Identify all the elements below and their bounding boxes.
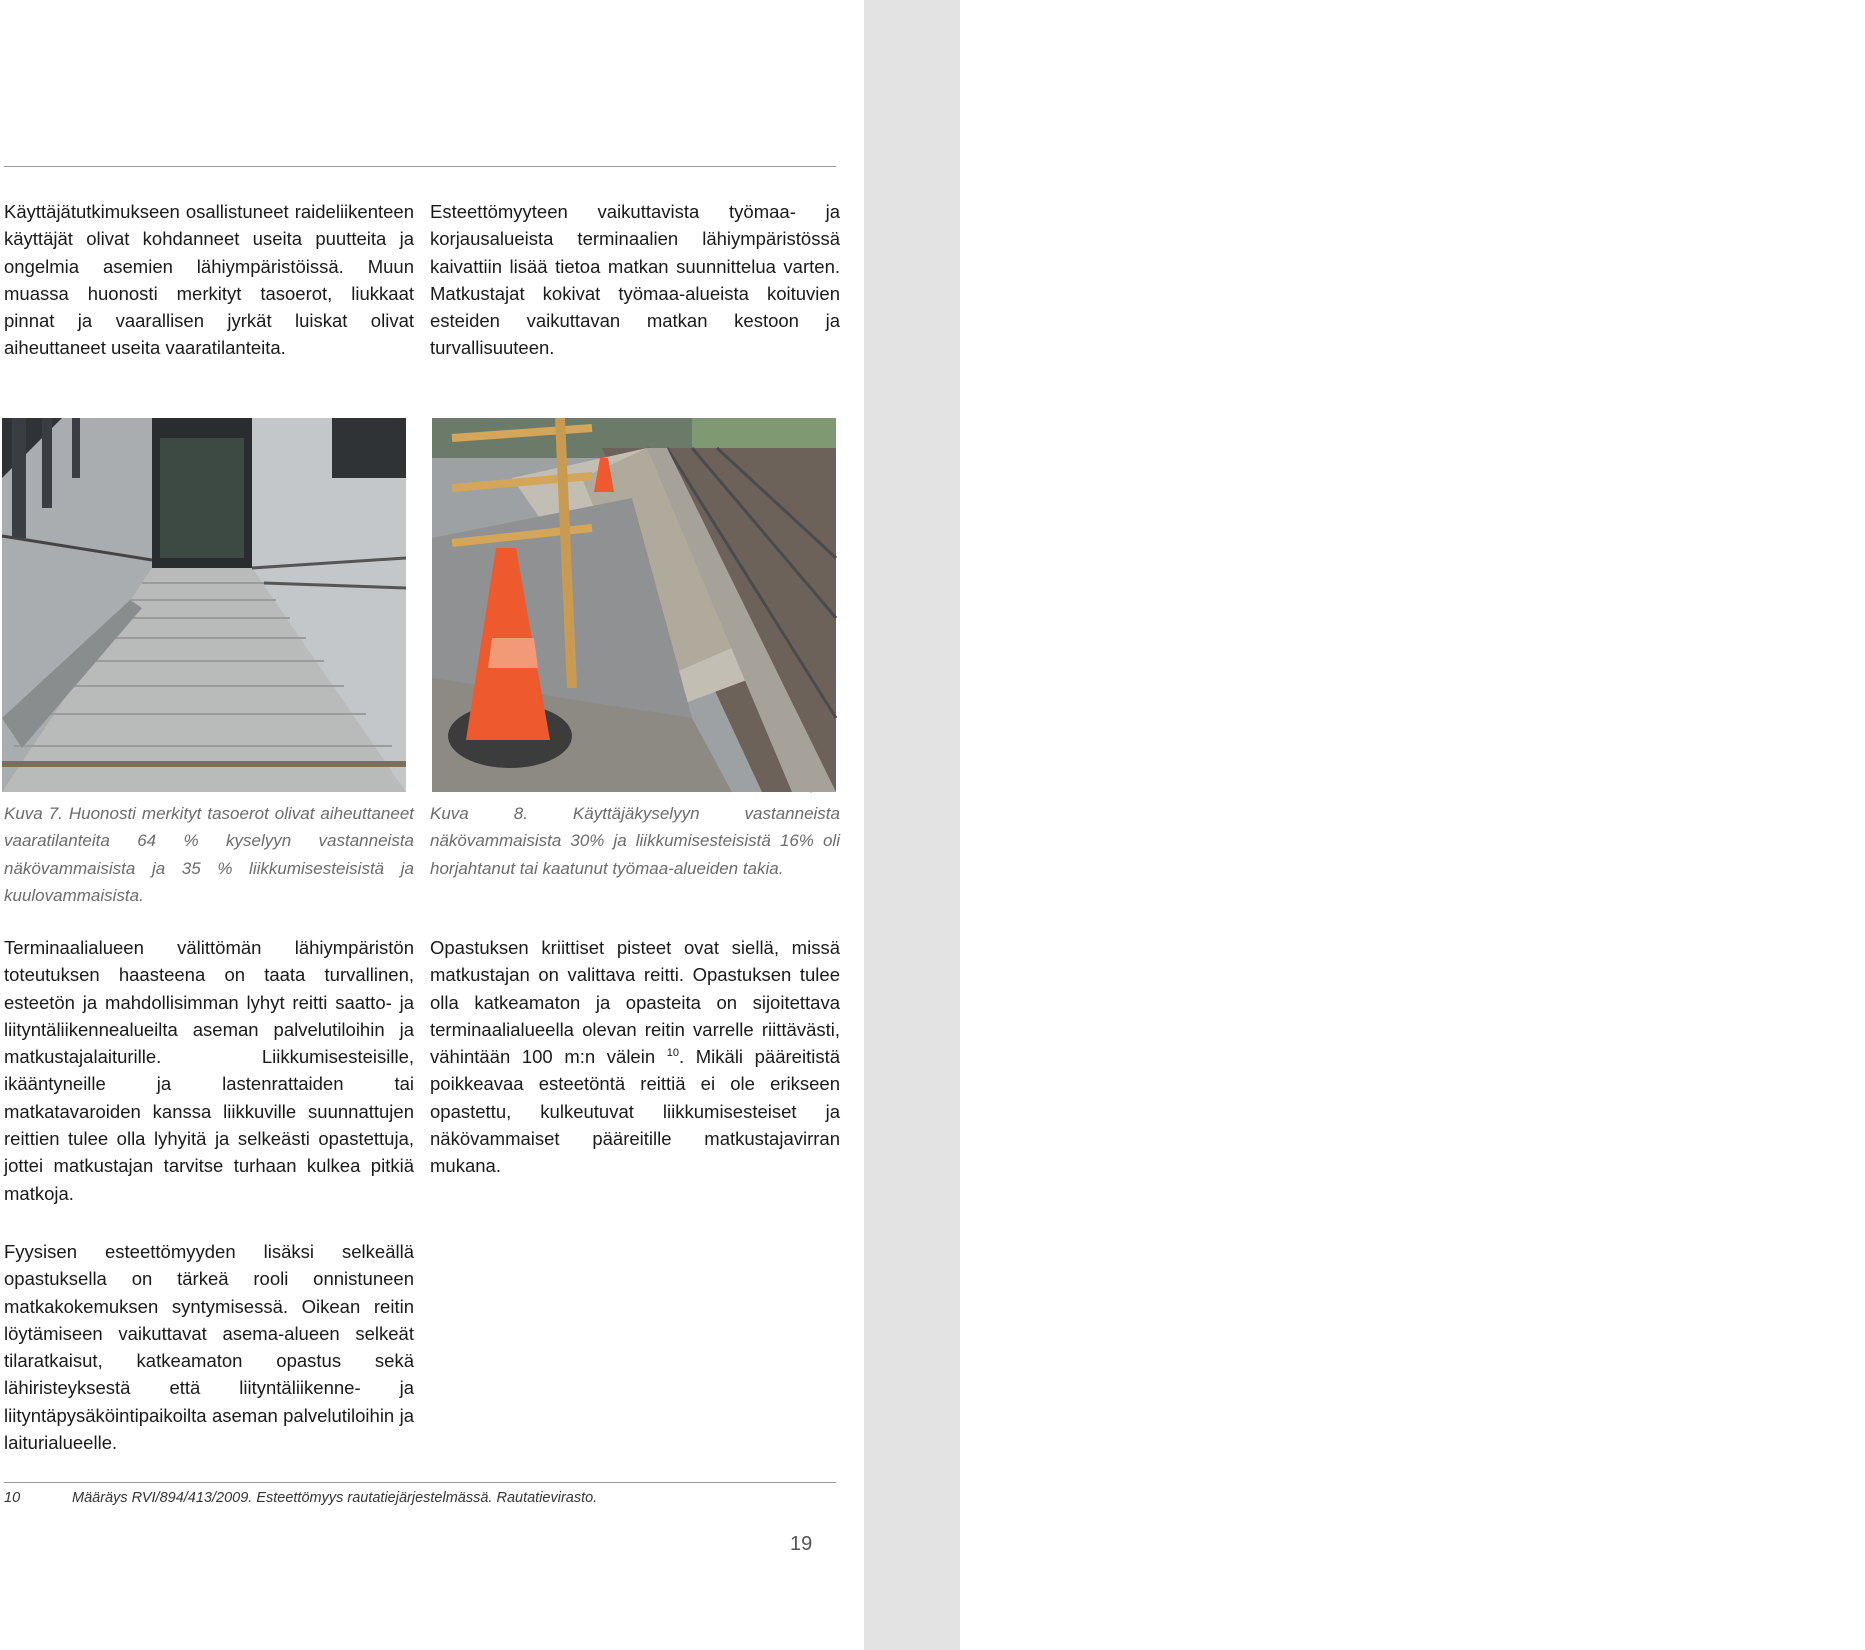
left-body-1	[4, 934, 414, 1207]
caption-kuva-8: Kuva 8. Käyttäjäkyselyyn vastanneista näkövammaisista 30% ja liikkumisesteisistä 16% oli horjahtanut tai kaatunut työmaa-alueiden takia.	[430, 804, 840, 878]
page-number: 19	[790, 1533, 813, 1555]
construction-photo-illustration	[432, 418, 836, 792]
section-title: LÄHIYMPÄRISTÖ	[1771, 278, 1865, 1312]
right-caption	[430, 800, 840, 882]
right-paragraph-2	[430, 934, 840, 1180]
top-divider	[4, 166, 836, 167]
left-intro-paragraph: Käyttäjätutkimukseen osallistuneet raideliikenteen käyttäjät olivat kohdanneet useita puutteita ja ongelmia asemien lähiympäristöissä. Muun muassa huonosti merkityt tasoerot, liukkaat pinnat ja vaarallisen jyrkät luiskat olivat aiheuttaneet useita vaaratilanteita.	[4, 201, 414, 359]
footnote-divider	[4, 1482, 836, 1483]
left-body-2	[4, 1238, 414, 1456]
footnote-reference[interactable]: 10	[666, 1047, 679, 1060]
left-intro	[4, 198, 414, 362]
right-paragraph-2-text: Opastuksen kriittiset pisteet ovat siellä, missä matkustajan on valittava reitti. Opastuksen tulee olla katkeamaton ja opasteita on sijoitettava terminaalialueella olevan reitin varrelle riittävästi, vähintään 100 m:n välein	[430, 937, 840, 1068]
footnote	[4, 1490, 834, 1506]
right-paragraph-2-tail: . Mikäli pääreitistä poikkeavaa esteetöntä reittiä ei ole erikseen opastettu, kulkeutuvat liikkumisesteiset ja näkövammaiset pääreitille matkustajavirran mukana.	[430, 1046, 841, 1177]
right-body-1	[430, 934, 840, 1180]
left-caption	[4, 800, 414, 909]
section-sidebar	[864, 0, 1865, 1650]
photo-stairs	[2, 418, 406, 792]
caption-kuva-7: Kuva 7. Huonosti merkityt tasoerot olivat aiheuttaneet vaaratilanteita 64 % kyselyyn vastanneista näkövammaisista ja 35 % liikkumisesteisistä ja kuulovammaisista.	[4, 804, 414, 905]
footnote-number: 10	[4, 1490, 21, 1506]
photo-construction	[432, 418, 836, 792]
right-intro-paragraph: Esteettömyyteen vaikuttavista työmaa- ja korjausalueista terminaalien lähiympäristössä kaivattiin lisää tietoa matkan suunnittelua varten. Matkustajat kokivat työmaa-alueista koituvien esteiden vaikuttavan matkan kestoon ja turvallisuuteen.	[430, 201, 840, 359]
left-paragraph-3: Fyysisen esteettömyyden lisäksi selkeällä opastuksella on tärkeä rooli onnistuneen matkakokemuksen syntymisessä. Oikean reitin löytämiseen vaikuttavat asema-alueen selkeät tilaratkaisut, katkeamaton opastus sekä lähiristeyksestä että liityntäliikenne- ja liityntäpysäköintipaikoilta aseman palvelutiloihin ja laiturialueelle.	[4, 1241, 414, 1454]
right-intro	[430, 198, 840, 362]
left-paragraph-2: Terminaalialueen välittömän lähiympäristön toteutuksen haasteena on taata turvallinen, esteetön ja mahdollisimman lyhyt reitti saatto- ja liityntäliikennealueilta aseman palvelutiloihin ja matkustajalaiturille. Liikkumisesteisille, ikääntyneille ja lastenrattaiden tai matkatavaroiden kanssa liikkuville suunnattujen reittien tulee olla lyhyitä ja selkeästi opastettuja, jottei matkustajan tarvitse turhaan kulkea pitkiä matkoja.	[4, 937, 414, 1204]
stairs-photo-illustration	[2, 418, 406, 792]
footnote-text: Määräys RVI/894/413/2009. Esteettömyys rautatiejärjestelmässä. Rautatievirasto.	[72, 1490, 598, 1506]
